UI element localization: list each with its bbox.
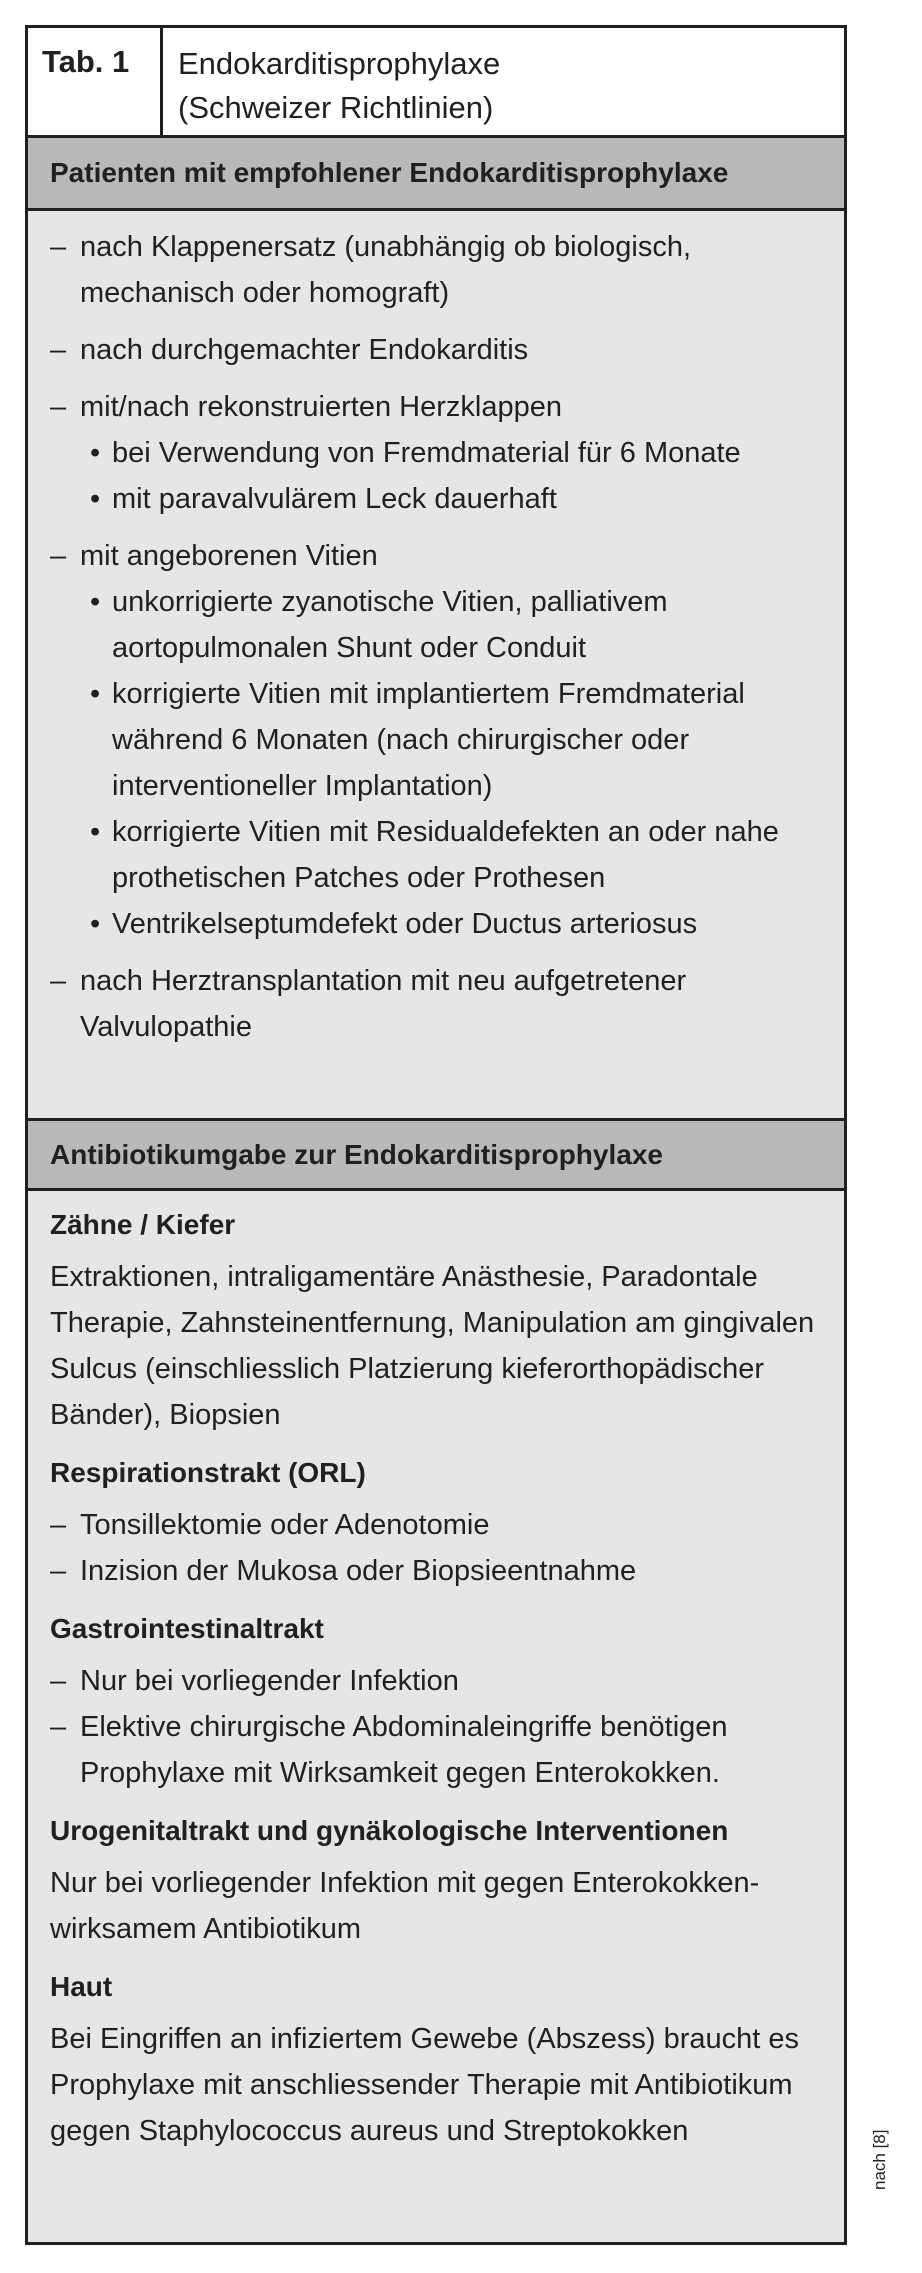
sub-list: [80, 579, 822, 947]
teeth-heading: Zähne / Kiefer: [50, 1209, 236, 1240]
list-item: – Tonsillektomie oder Adenotomie: [50, 1502, 822, 1548]
sub-list-item: • korrigierte Vitien mit implantiertem Fremdmaterial während 6 Monaten (nach chirurgischer oder interventioneller Implantation): [80, 671, 822, 809]
gastro-heading: Gastrointestinaltrakt: [50, 1613, 324, 1644]
skin-text: Bei Eingriffen an infiziertem Gewebe (Abszess) braucht es Prophylaxe mit anschliessender Therapie mit Antibiotikum gegen Staphylococcus aureus und Streptokokken: [50, 2023, 799, 2147]
respiratory-list: [50, 1502, 822, 1594]
list-item: – Inzision der Mukosa oder Biopsieentnahme: [50, 1548, 822, 1594]
respiratory-block: [50, 1450, 822, 1594]
list-item: – Elektive chirurgische Abdominaleingriffe benötigen Prophylaxe mit Wirksamkeit gegen Enterokokken.: [50, 1704, 822, 1796]
sub-list-item: • mit paravalvulärem Leck dauerhaft: [80, 476, 822, 522]
teeth-text: Extraktionen, intraligamentäre Anästhesie, Paradontale Therapie, Zahnsteinentfernung, Manipulation am gingivalen Sulcus (einschliesslich Platzierung kieferorthopädischer Bänder), Biopsien: [50, 1261, 815, 1431]
table-label: Tab. 1: [28, 28, 163, 135]
sub-list-item: • unkorrigierte zyanotische Vitien, palliativem aortopulmonalen Shunt oder Conduit: [80, 579, 822, 671]
sub-list-item: • korrigierte Vitien mit Residualdefekten an oder nahe prothetischen Patches oder Prothesen: [80, 809, 822, 901]
gastro-block: [50, 1606, 822, 1796]
uro-text: Nur bei vorliegender Infektion mit gegen Enterokokken-wirksamem Antibiotikum: [50, 1867, 760, 1945]
respiratory-heading: Respirationstrakt (ORL): [50, 1457, 366, 1488]
list-item: – nach durchgemachter Endokarditis: [50, 327, 822, 373]
section-heading-patients: Patienten mit empfohlener Endokarditisprophylaxe: [28, 138, 844, 211]
endocarditis-table: [25, 25, 847, 2245]
uro-block: [50, 1808, 822, 1952]
table-title-line1: Endokarditisprophylaxe: [178, 46, 501, 81]
uro-heading: Urogenitaltrakt und gynäkologische Interventionen: [50, 1815, 729, 1846]
list-item: – mit angeborenen Vitien • unkorrigierte zyanotische Vitien, palliativem aortopulmonalen Shunt oder Conduit • korrigierte Vitien mit implantiertem Fremdmaterial während 6 Monaten (nach chirurgischer oder interventioneller Implantation) • korrigierte Vitien mit Residualdefekten an oder nahe prothetischen Patches oder Prothesen • Ventrikelseptumdefekt oder Ductus arteriosus: [50, 533, 822, 947]
list-item: – nach Herztransplantation mit neu aufgetretener Valvulopathie: [50, 958, 822, 1050]
teeth-block: [50, 1202, 822, 1438]
section-body-antibiotics: [28, 1198, 844, 2166]
table-title-line2: (Schweizer Richtlinien): [178, 90, 494, 125]
sub-list-item: • bei Verwendung von Fremdmaterial für 6 Monate: [80, 430, 822, 476]
skin-block: [50, 1964, 822, 2154]
list-item: – nach Klappenersatz (unabhängig ob biologisch, mechanisch oder homograft): [50, 224, 822, 316]
section-body-patients: [28, 224, 844, 1061]
gastro-list: [50, 1658, 822, 1796]
sub-list-item: • Ventrikelseptumdefekt oder Ductus arteriosus: [80, 901, 822, 947]
patient-list: [50, 224, 822, 1050]
table-title-row: [28, 28, 844, 138]
list-item: – Nur bei vorliegender Infektion: [50, 1658, 822, 1704]
list-item: – mit/nach rekonstruierten Herzklappen • bei Verwendung von Fremdmaterial für 6 Monate • mit paravalvulärem Leck dauerhaft: [50, 384, 822, 522]
sub-list: [80, 430, 822, 522]
table-title: [178, 42, 818, 130]
section-heading-antibiotics: Antibiotikumgabe zur Endokarditisprophylaxe: [28, 1118, 844, 1191]
skin-heading: Haut: [50, 1971, 113, 2002]
source-note: nach [8]: [870, 2129, 889, 2190]
